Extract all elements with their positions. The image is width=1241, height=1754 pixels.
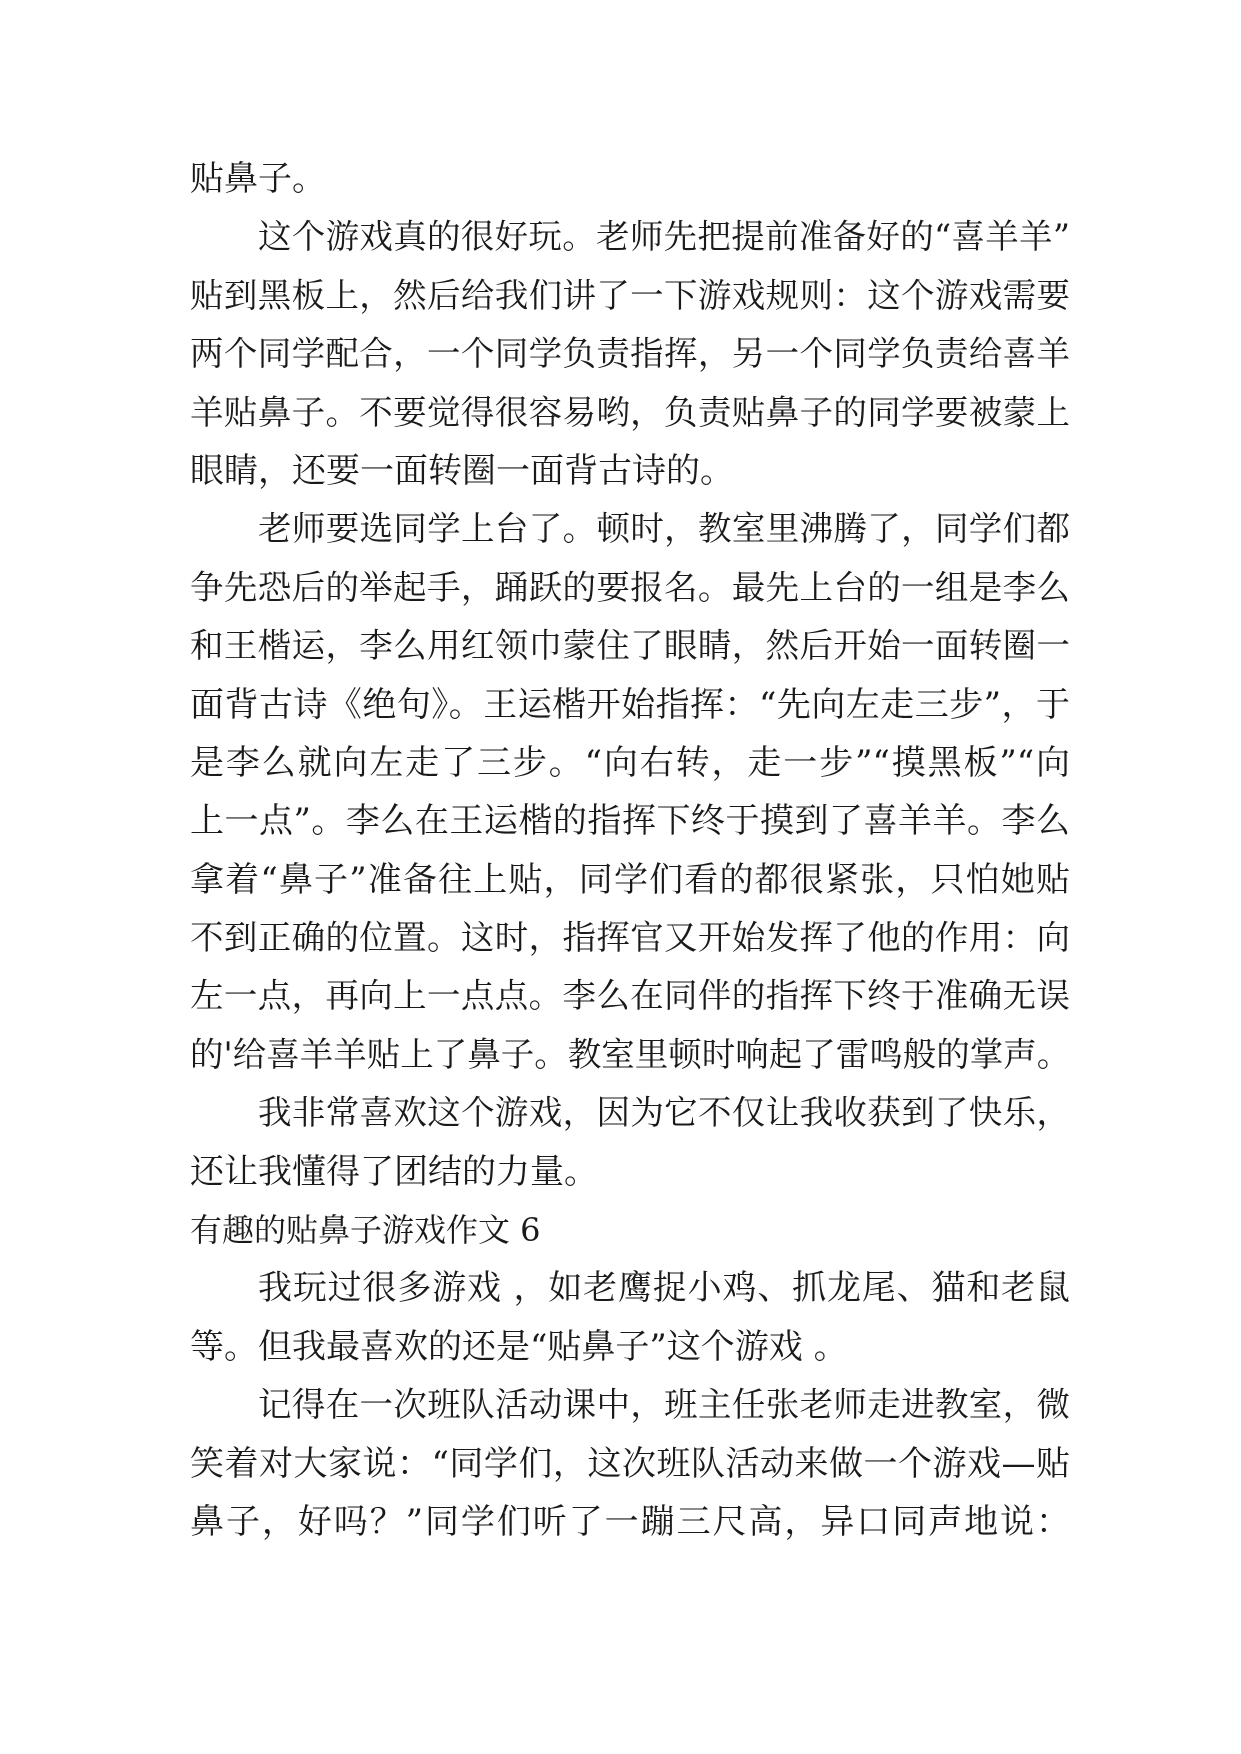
essay-line: 笑着对大家说：“同学们，这次班队活动来做一个游戏—贴 [190,1443,1070,1484]
essay-line: 贴到黑板上，然后给我们讲了一下游戏规则：这个游戏需要 [190,275,1070,315]
essay-line: 和王楷运，李么用红领巾蒙住了眼睛，然后开始一面转圈一 [190,626,1070,666]
essay-line: 面背古诗《绝句》。王运楷开始指挥：“先向左走三步”，于 [190,684,1070,725]
essay-line: 等。但我最喜欢的还是“贴鼻子”这个游戏 。 [190,1326,848,1367]
essay-line: 我玩过很多游戏 ，如老鹰捉小鸡、抓龙尾、猫和老鼠 [258,1268,1070,1309]
essay-line: 眼睛，还要一面转圈一面背古诗的。 [190,450,734,491]
essay-line: 我非常喜欢这个游戏，因为它不仅让我收获到了快乐， [258,1093,1070,1133]
essay-line: 拿着“鼻子”准备往上贴，同学们看的都很紧张，只怕她贴 [190,859,1070,900]
essay-line: 是李么就向左走了三步。“向右转，走一步”“摸黑板”“向 [190,742,1070,783]
essay-line: 争先恐后的举起手，踊跃的要报名。最先上台的一组是李么 [190,567,1070,607]
essay-line: 的'给喜羊羊贴上了鼻子。教室里顿时响起了雷鸣般的掌声。 [190,1034,1071,1074]
essay-line: 鼻子，好吗？”同学们听了一蹦三尺高，异口同声地说： [190,1501,1070,1542]
section-heading: 有趣的贴鼻子游戏作文 6 [190,1211,541,1250]
essay-body [190,150,1070,1551]
essay-line: 羊贴鼻子。不要觉得很容易哟，负责贴鼻子的同学要被蒙上 [190,392,1070,432]
essay-line: 这个游戏真的很好玩。老师先把提前准备好的“喜羊羊” [258,217,1070,257]
essay-line: 两个同学配合，一个同学负责指挥，另一个同学负责给喜羊 [190,334,1070,374]
essay-line: 还让我懂得了团结的力量。 [190,1151,598,1192]
essay-line: 记得在一次班队活动课中，班主任张老师走进教室，微 [258,1385,1070,1425]
essay-line: 左一点，再向上一点点。李么在同伴的指挥下终于准确无误 [190,976,1070,1016]
essay-line: 贴鼻子。 [190,159,326,199]
essay-line: 不到正确的位置。这时，指挥官又开始发挥了他的作用：向 [190,918,1070,958]
essay-line: 上一点”。李么在王运楷的指挥下终于摸到了喜羊羊。李么 [190,801,1070,842]
essay-line: 老师要选同学上台了。顿时，教室里沸腾了，同学们都 [258,509,1070,549]
